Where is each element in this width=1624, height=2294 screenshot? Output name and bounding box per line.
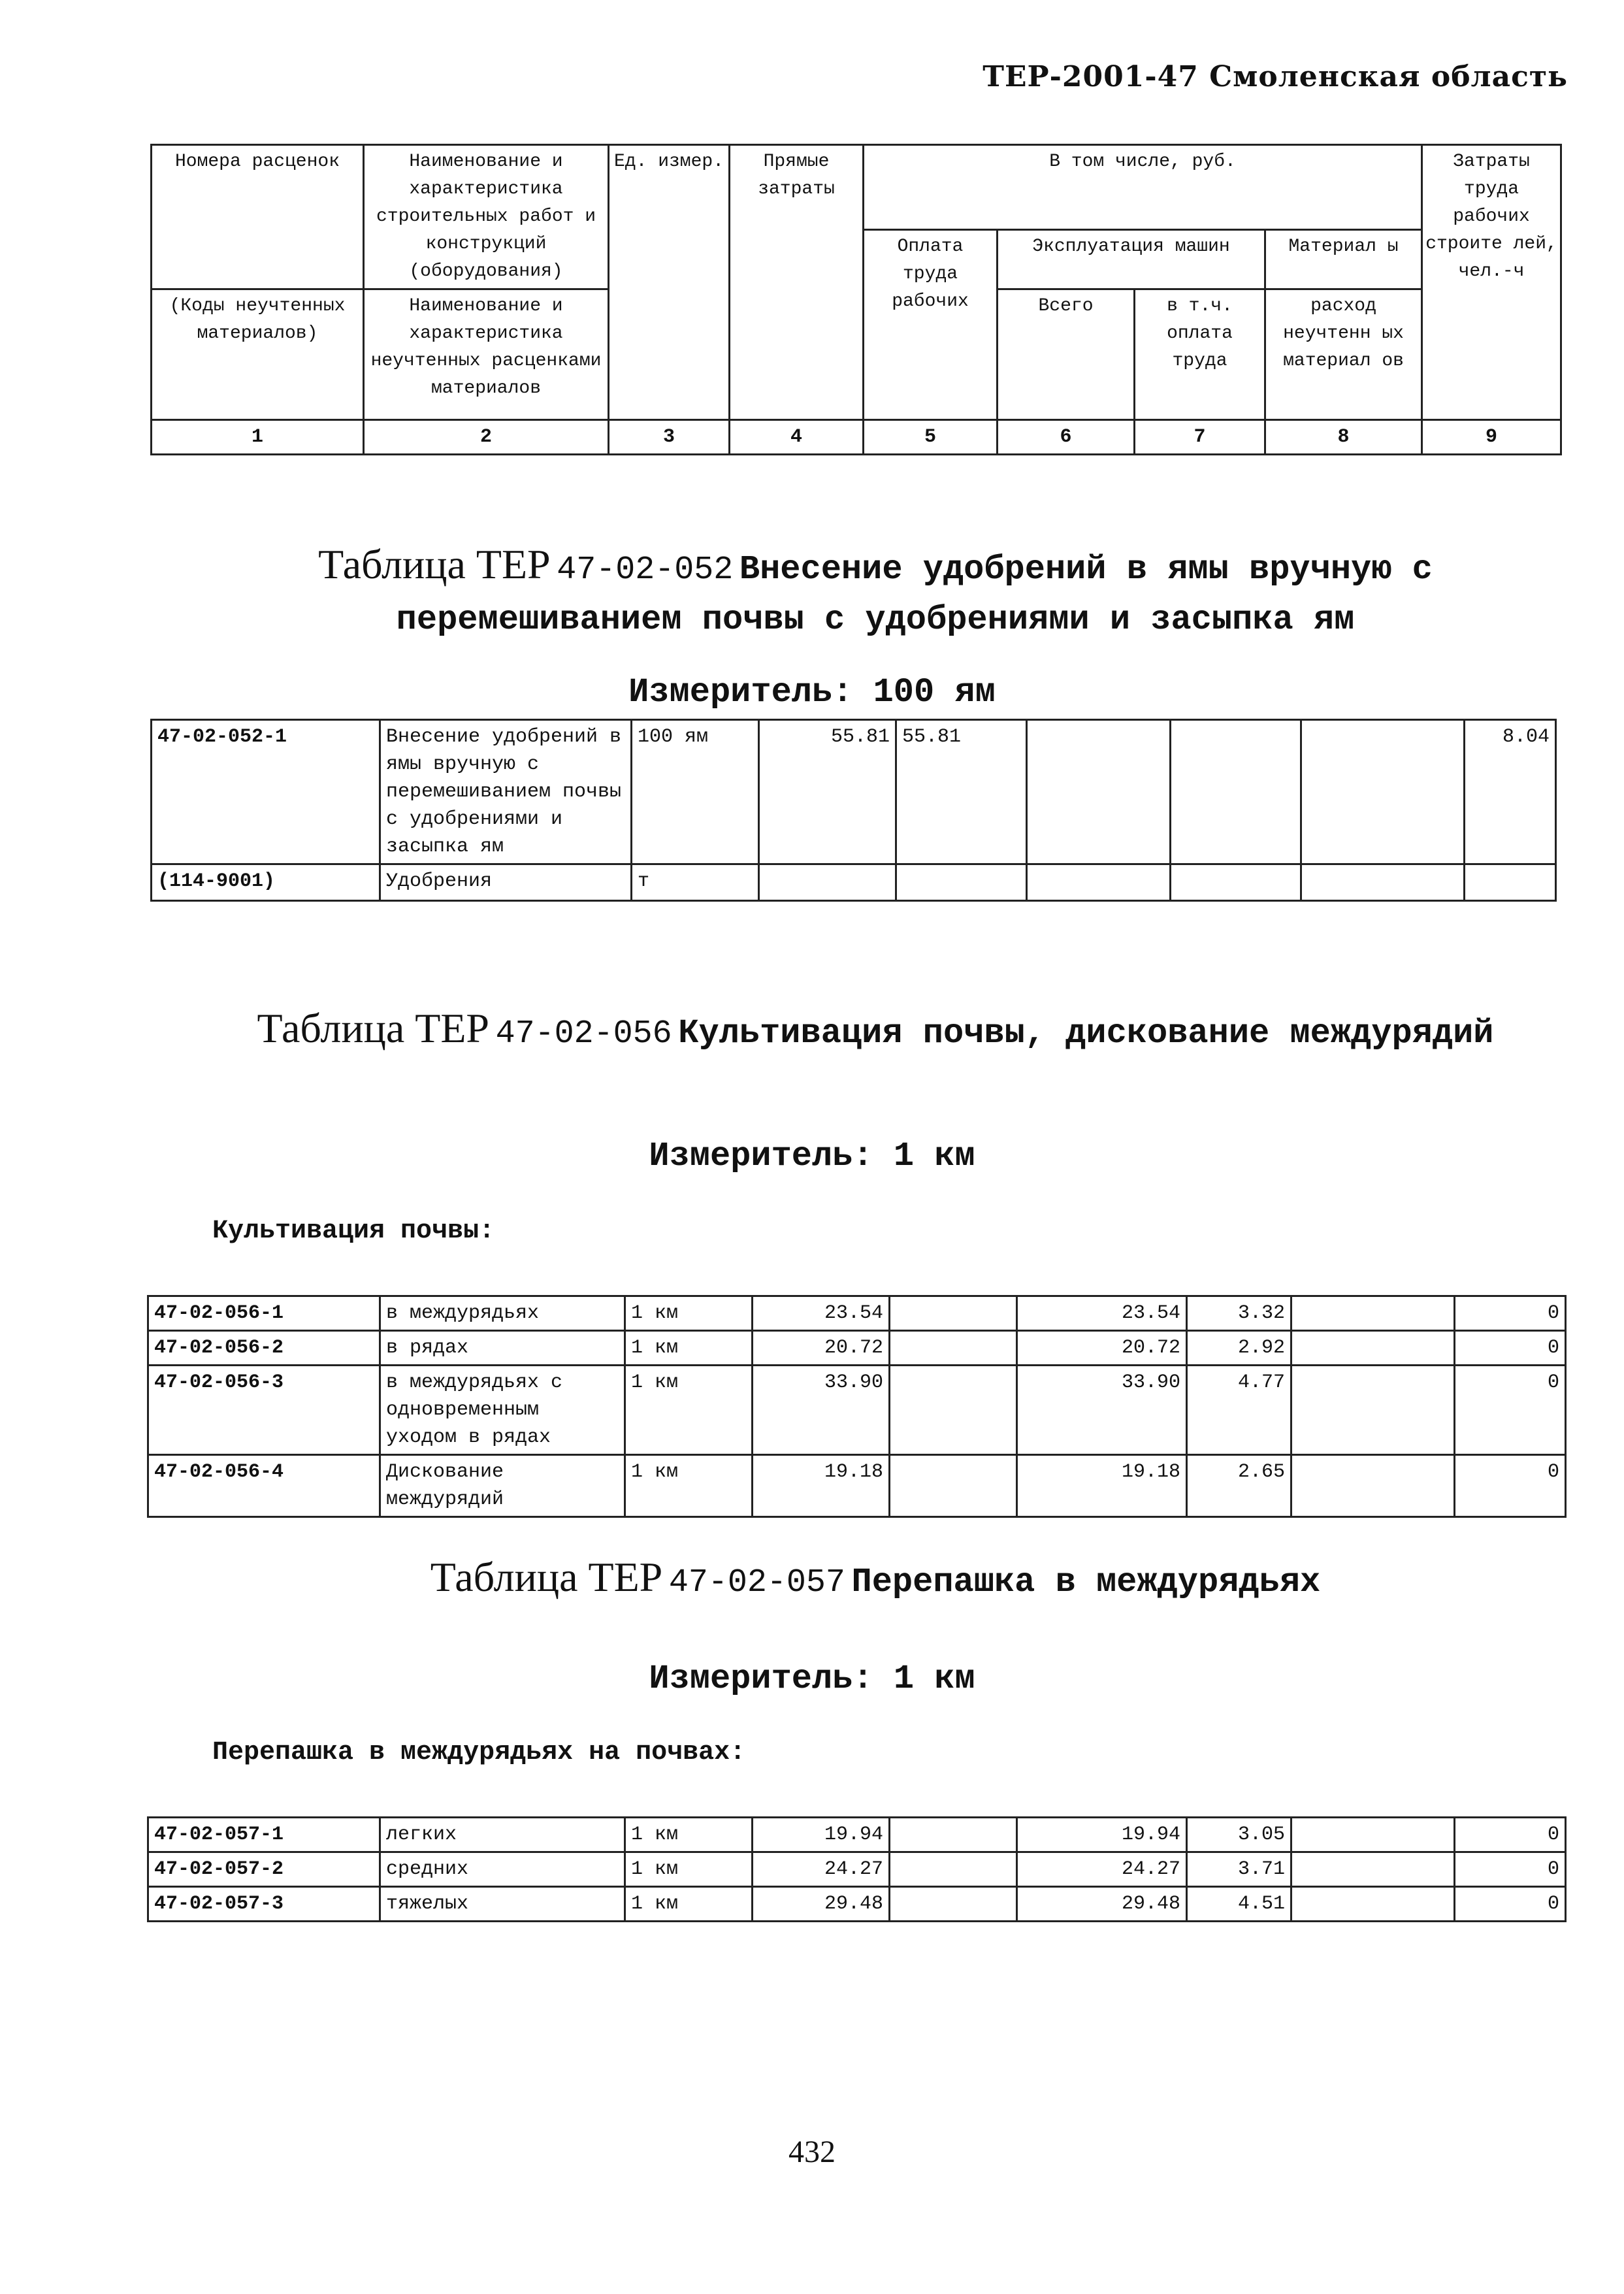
header-machine-group: Эксплуатация машин [998, 230, 1265, 289]
header-labor-hours: Затраты труда рабочих строите лей, чел.-ч [1422, 145, 1561, 420]
rate-name: Внесение удобрений в ямы вручную с перемешиванием почвы с удобрениями и засыпка ям [380, 720, 632, 864]
rate-machine-total: 20.72 [1017, 1331, 1187, 1366]
header-number-3: 3 [609, 420, 730, 455]
material-hours [1465, 864, 1556, 901]
table-row [148, 1818, 1566, 1852]
rate-labor-pay: 55.81 [896, 720, 1027, 864]
header-machine-total: Всего [998, 289, 1135, 420]
rate-labor-hours: 8.04 [1465, 720, 1556, 864]
rate-name: в рядах [380, 1331, 625, 1366]
rate-direct-cost: 24.27 [753, 1852, 890, 1887]
measure-unit: Измеритель: 1 км [649, 1660, 975, 1698]
rate-unit: 1 км [625, 1818, 753, 1852]
rate-unit: 1 км [625, 1296, 753, 1331]
rate-machine-labor: 2.92 [1187, 1331, 1291, 1366]
rate-direct-cost: 33.90 [753, 1366, 890, 1455]
rate-name: тяжелых [380, 1887, 625, 1922]
rates-table-057 [147, 1816, 1567, 1922]
subheading: Перепашка в междурядьях на почвах: [212, 1738, 746, 1767]
rate-code: 47-02-056-3 [148, 1366, 380, 1455]
rate-machine-labor: 3.71 [1187, 1852, 1291, 1887]
rate-labor-pay [890, 1331, 1017, 1366]
rate-labor-hours: 0 [1455, 1455, 1566, 1517]
header-col1-top: Номера расценок [152, 145, 364, 289]
material-consumption [1301, 864, 1465, 901]
material-machine-labor [1171, 864, 1301, 901]
rate-machine-labor: 3.32 [1187, 1296, 1291, 1331]
rate-code: 47-02-056-4 [148, 1455, 380, 1517]
header-number-5: 5 [864, 420, 998, 455]
rate-unit: 1 км [625, 1366, 753, 1455]
rate-labor-hours: 0 [1455, 1296, 1566, 1331]
header-number-2: 2 [364, 420, 609, 455]
section-title-prefix: Таблица ТЕР [257, 1005, 490, 1051]
rate-machine-labor [1171, 720, 1301, 864]
header-number-4: 4 [730, 420, 864, 455]
rate-unit: 100 ям [632, 720, 759, 864]
rate-materials [1291, 1818, 1455, 1852]
section-title-text: Внесение удобрений в ямы вручную с перемешиванием почвы с удобрениями и засыпка ям [396, 550, 1433, 639]
rate-code: 47-02-052-1 [152, 720, 380, 864]
rate-labor-pay [890, 1818, 1017, 1852]
rate-machine-total: 24.27 [1017, 1852, 1187, 1887]
rate-direct-cost: 55.81 [759, 720, 896, 864]
rate-machine-total: 23.54 [1017, 1296, 1187, 1331]
table-row [148, 1852, 1566, 1887]
header-unit: Ед. измер. [609, 145, 730, 420]
section-title-prefix: Таблица ТЕР [430, 1554, 663, 1600]
rate-labor-hours: 0 [1455, 1818, 1566, 1852]
measure-unit: Измеритель: 100 ям [628, 673, 996, 712]
rate-materials [1301, 720, 1465, 864]
rate-machine-total: 33.90 [1017, 1366, 1187, 1455]
rate-materials [1291, 1366, 1455, 1455]
rate-unit: 1 км [625, 1331, 753, 1366]
rate-labor-pay [890, 1296, 1017, 1331]
rate-machine-labor: 3.05 [1187, 1818, 1291, 1852]
rate-name: Дискование междурядий [380, 1455, 625, 1517]
header-number-7: 7 [1135, 420, 1265, 455]
header-number-9: 9 [1422, 420, 1561, 455]
rate-unit: 1 км [625, 1455, 753, 1517]
rate-code: 47-02-057-3 [148, 1887, 380, 1922]
header-col2-bottom: Наименование и характеристика неучтенных расценками материалов [364, 289, 609, 420]
rate-code: 47-02-056-2 [148, 1331, 380, 1366]
material-machine [1027, 864, 1171, 901]
rate-name: в междурядьях [380, 1296, 625, 1331]
section-title-code: 47-02-057 [668, 1564, 845, 1601]
rate-machine-total: 19.18 [1017, 1455, 1187, 1517]
column-header-table [150, 144, 1562, 455]
header-number-8: 8 [1265, 420, 1422, 455]
material-labor [896, 864, 1027, 901]
rate-direct-cost: 19.18 [753, 1455, 890, 1517]
header-number-1: 1 [152, 420, 364, 455]
rates-table-052 [150, 719, 1557, 902]
measure-unit: Измеритель: 1 км [649, 1137, 975, 1175]
rate-code: 47-02-057-2 [148, 1852, 380, 1887]
rate-materials [1291, 1455, 1455, 1517]
rate-labor-hours: 0 [1455, 1331, 1566, 1366]
section-title [196, 542, 1555, 648]
rate-name: легких [380, 1818, 625, 1852]
section-title-code: 47-02-052 [557, 551, 734, 589]
header-materials: Материал ы [1265, 230, 1422, 289]
subheading: Культивация почвы: [212, 1217, 495, 1246]
header-including-group: В том числе, руб. [864, 145, 1422, 230]
rate-materials [1291, 1852, 1455, 1887]
table-row [148, 1887, 1566, 1922]
rate-machine-total: 29.48 [1017, 1887, 1187, 1922]
header-machine-labor: в т.ч. оплата труда [1135, 289, 1265, 420]
rate-code: 47-02-056-1 [148, 1296, 380, 1331]
rate-materials [1291, 1296, 1455, 1331]
rate-unit: 1 км [625, 1852, 753, 1887]
section-title-text: Культивация почвы, дискование междурядий [678, 1014, 1494, 1053]
rate-labor-pay [890, 1366, 1017, 1455]
table-row [148, 1331, 1566, 1366]
rate-labor-hours: 0 [1455, 1887, 1566, 1922]
header-col1-bottom: (Коды неучтенных материалов) [152, 289, 364, 420]
table-row [148, 1366, 1566, 1455]
material-direct [759, 864, 896, 901]
rate-machine-labor: 4.51 [1187, 1887, 1291, 1922]
rate-direct-cost: 19.94 [753, 1818, 890, 1852]
rate-machine-total [1027, 720, 1171, 864]
section-title-text: Перепашка в междурядьях [851, 1563, 1321, 1601]
header-col2-top: Наименование и характеристика строительных работ и конструкций (оборудования) [364, 145, 609, 289]
rate-machine-total: 19.94 [1017, 1818, 1187, 1852]
rate-direct-cost: 20.72 [753, 1331, 890, 1366]
material-name: Удобрения [380, 864, 632, 901]
header-worker-pay: Оплата труда рабочих [864, 230, 998, 420]
rate-labor-pay [890, 1455, 1017, 1517]
section-title [196, 1006, 1555, 1062]
section-title-code: 47-02-056 [495, 1015, 672, 1053]
material-code: (114-9001) [152, 864, 380, 901]
material-unit: т [632, 864, 759, 901]
rates-table-056 [147, 1295, 1567, 1518]
running-header: ТЕР-2001-47 Смоленская область [983, 60, 1568, 93]
header-number-6: 6 [998, 420, 1135, 455]
table-row [152, 720, 1556, 864]
rate-labor-pay [890, 1852, 1017, 1887]
table-row [148, 1455, 1566, 1517]
page-number: 432 [788, 2135, 836, 2169]
rate-machine-labor: 4.77 [1187, 1366, 1291, 1455]
rate-materials [1291, 1331, 1455, 1366]
header-unaccounted-materials: расход неучтенн ых материал ов [1265, 289, 1422, 420]
rate-labor-pay [890, 1887, 1017, 1922]
header-direct-costs: Прямые затраты [730, 145, 864, 420]
rate-materials [1291, 1887, 1455, 1922]
section-title-prefix: Таблица ТЕР [318, 541, 551, 587]
rate-name: средних [380, 1852, 625, 1887]
rate-direct-cost: 29.48 [753, 1887, 890, 1922]
table-row [148, 1296, 1566, 1331]
rate-labor-hours: 0 [1455, 1852, 1566, 1887]
rate-direct-cost: 23.54 [753, 1296, 890, 1331]
rate-unit: 1 км [625, 1887, 753, 1922]
table-row [152, 864, 1556, 901]
rate-labor-hours: 0 [1455, 1366, 1566, 1455]
rate-machine-labor: 2.65 [1187, 1455, 1291, 1517]
rate-code: 47-02-057-1 [148, 1818, 380, 1852]
section-title [196, 1555, 1555, 1611]
rate-name: в междурядьях с одновременным уходом в рядах [380, 1366, 625, 1455]
